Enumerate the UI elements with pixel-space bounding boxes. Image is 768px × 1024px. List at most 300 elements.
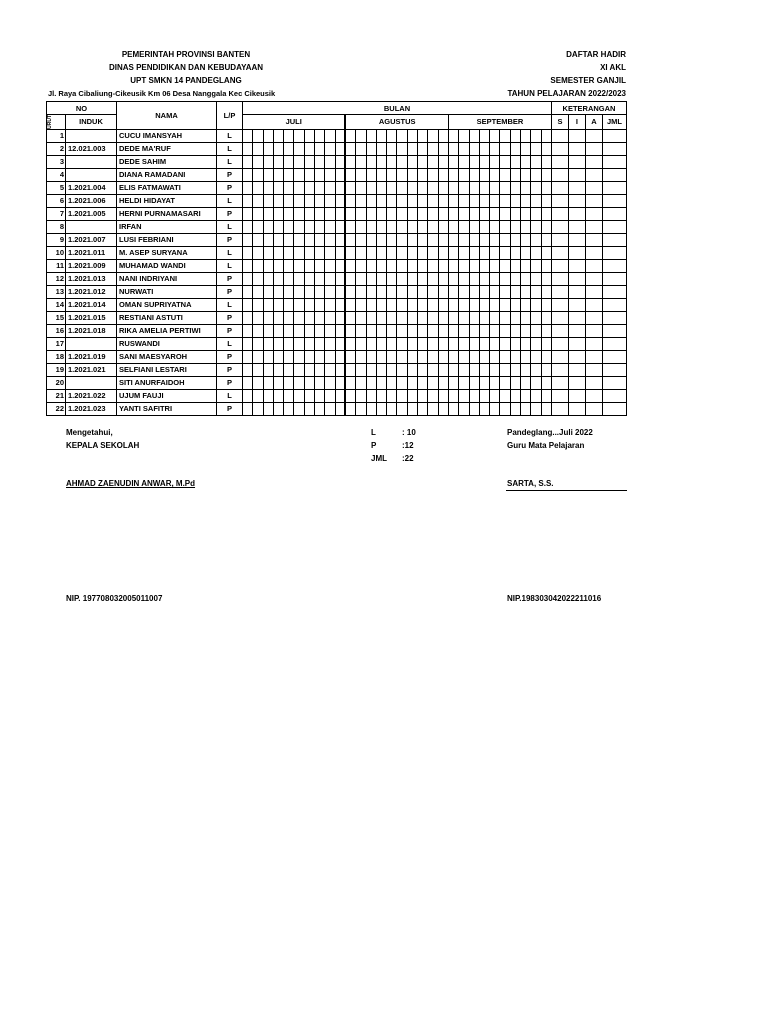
row-induk: 1.2021.007 [66,233,117,246]
attendance-cell [407,402,417,415]
attendance-cell [366,363,376,376]
ket-jml-cell [602,402,626,415]
attendance-cell [315,350,325,363]
ket-jml-cell [602,207,626,220]
attendance-cell [479,246,489,259]
attendance-cell [284,259,294,272]
attendance-cell [418,155,428,168]
row-nama: DEDE MA'RUF [117,142,217,155]
month-september: SEPTEMBER [448,115,551,130]
row-lp: P [217,285,243,298]
attendance-cell [335,233,345,246]
attendance-cell [428,181,438,194]
attendance-cell [356,285,366,298]
attendance-cell [541,207,551,220]
attendance-cell [356,129,366,142]
ket-a-cell [585,246,602,259]
attendance-cell [479,155,489,168]
row-no: 21 [47,389,66,402]
attendance-cell [469,285,479,298]
attendance-cell [469,389,479,402]
attendance-cell [448,155,458,168]
attendance-cell [397,324,407,337]
attendance-cell [273,181,283,194]
attendance-cell [387,337,397,350]
attendance-cell [397,285,407,298]
attendance-cell [387,207,397,220]
attendance-cell [428,285,438,298]
ket-jml-cell [602,337,626,350]
attendance-cell [387,155,397,168]
attendance-cell [304,350,314,363]
ket-jml-cell [602,246,626,259]
attendance-cell [510,181,520,194]
attendance-cell [438,129,448,142]
attendance-cell [315,246,325,259]
row-induk: 1.2021.022 [66,389,117,402]
col-header-nama: NAMA [117,102,217,130]
ket-jml-cell [602,129,626,142]
row-no: 4 [47,168,66,181]
attendance-cell [397,272,407,285]
attendance-cell [243,350,253,363]
attendance-cell [438,207,448,220]
row-nama: YANTI SAFITRI [117,402,217,415]
attendance-cell [490,181,500,194]
attendance-cell [531,168,541,181]
row-lp: L [217,259,243,272]
attendance-cell [253,285,263,298]
attendance-cell [469,155,479,168]
attendance-cell [376,194,386,207]
ket-a-cell [585,181,602,194]
attendance-cell [541,142,551,155]
ket-s-cell [551,376,568,389]
attendance-cell [479,324,489,337]
ket-a-cell [585,324,602,337]
attendance-cell [284,155,294,168]
attendance-cell [294,142,304,155]
count-l-value: : 10 [402,428,416,437]
attendance-cell [243,129,253,142]
attendance-cell [376,337,386,350]
attendance-cell [500,155,510,168]
attendance-cell [541,389,551,402]
attendance-cell [397,168,407,181]
attendance-cell [325,168,335,181]
attendance-cell [407,298,417,311]
attendance-cell [428,233,438,246]
attendance-cell [315,129,325,142]
attendance-cell [500,207,510,220]
row-lp: L [217,194,243,207]
attendance-cell [407,285,417,298]
attendance-cell [253,207,263,220]
attendance-cell [531,363,541,376]
attendance-cell [531,337,541,350]
attendance-cell [490,350,500,363]
attendance-cell [531,259,541,272]
attendance-cell [263,285,273,298]
col-header-bulan: BULAN [243,102,552,115]
attendance-cell [387,376,397,389]
attendance-cell [263,389,273,402]
attendance-cell [459,259,469,272]
student-row [47,207,627,220]
attendance-cell [273,207,283,220]
attendance-cell [418,142,428,155]
attendance-cell [459,194,469,207]
attendance-cell [407,376,417,389]
attendance-cell [387,298,397,311]
ket-s-cell [551,207,568,220]
attendance-cell [284,363,294,376]
student-row [47,168,627,181]
attendance-cell [325,311,335,324]
attendance-cell [531,246,541,259]
attendance-cell [253,259,263,272]
attendance-cell [490,298,500,311]
attendance-cell [397,311,407,324]
attendance-cell [263,272,273,285]
attendance-cell [304,376,314,389]
attendance-cell [469,337,479,350]
attendance-cell [500,181,510,194]
attendance-cell [510,376,520,389]
ket-i-cell [568,207,585,220]
attendance-cell [294,272,304,285]
ket-i-cell [568,363,585,376]
ket-jml-cell [602,220,626,233]
attendance-cell [325,207,335,220]
row-no: 14 [47,298,66,311]
attendance-cell [253,233,263,246]
attendance-cell [325,181,335,194]
attendance-cell [366,350,376,363]
attendance-cell [428,376,438,389]
attendance-cell [510,220,520,233]
attendance-cell [304,155,314,168]
attendance-cell [325,194,335,207]
attendance-cell [397,402,407,415]
student-row [47,272,627,285]
row-lp: P [217,207,243,220]
attendance-cell [428,259,438,272]
ket-s-cell [551,324,568,337]
row-lp: L [217,246,243,259]
attendance-cell [335,181,345,194]
ket-a-cell [585,285,602,298]
attendance-cell [273,402,283,415]
row-induk: 1.2021.023 [66,402,117,415]
attendance-cell [428,155,438,168]
row-lp: P [217,402,243,415]
attendance-cell [490,194,500,207]
ket-s-cell [551,311,568,324]
attendance-cell [356,181,366,194]
attendance-cell [510,246,520,259]
attendance-cell [407,389,417,402]
attendance-cell [243,168,253,181]
attendance-cell [531,376,541,389]
attendance-cell [294,129,304,142]
attendance-cell [273,363,283,376]
attendance-cell [459,181,469,194]
attendance-cell [438,194,448,207]
attendance-cell [387,285,397,298]
attendance-cell [366,168,376,181]
month-juli: JULI [243,115,346,130]
row-induk: 1.2021.012 [66,285,117,298]
ket-s-cell [551,363,568,376]
ket-jml-cell [602,389,626,402]
attendance-cell [263,168,273,181]
attendance-cell [407,220,417,233]
ket-a-cell [585,311,602,324]
row-nama: LUSI FEBRIANI [117,233,217,246]
attendance-cell [387,142,397,155]
attendance-cell [366,194,376,207]
ket-i-cell [568,272,585,285]
attendance-cell [407,363,417,376]
attendance-cell [407,181,417,194]
ket-a-cell [585,389,602,402]
attendance-cell [366,272,376,285]
attendance-cell [469,324,479,337]
attendance-cell [263,129,273,142]
attendance-cell [315,272,325,285]
attendance-cell [459,168,469,181]
attendance-cell [376,259,386,272]
row-no: 13 [47,285,66,298]
attendance-cell [263,402,273,415]
attendance-cell [490,246,500,259]
attendance-cell [428,350,438,363]
attendance-cell [243,207,253,220]
attendance-cell [541,324,551,337]
attendance-cell [490,168,500,181]
attendance-cell [263,220,273,233]
attendance-cell [479,207,489,220]
attendance-cell [469,181,479,194]
ket-i-cell [568,142,585,155]
ket-jml-cell [602,376,626,389]
row-lp: L [217,337,243,350]
ket-i-cell [568,233,585,246]
ket-i-cell [568,220,585,233]
attendance-cell [469,363,479,376]
attendance-cell [376,129,386,142]
attendance-cell [253,194,263,207]
row-induk [66,337,117,350]
attendance-cell [407,129,417,142]
ket-s-cell [551,298,568,311]
attendance-cell [315,207,325,220]
attendance-cell [284,246,294,259]
attendance-cell [469,246,479,259]
row-no: 5 [47,181,66,194]
attendance-cell [294,337,304,350]
attendance-cell [448,181,458,194]
attendance-cell [387,181,397,194]
ket-jml-cell [602,272,626,285]
attendance-cell [315,181,325,194]
attendance-cell [531,194,541,207]
row-lp: P [217,350,243,363]
attendance-cell [500,389,510,402]
mengetahui-label: Mengetahui, [66,428,113,437]
ket-jml-cell [602,168,626,181]
attendance-cell [387,246,397,259]
attendance-cell [407,272,417,285]
row-nama: UJUM FAUJI [117,389,217,402]
attendance-cell [243,402,253,415]
attendance-cell [294,363,304,376]
ket-s-cell [551,272,568,285]
attendance-cell [418,207,428,220]
attendance-cell [521,311,531,324]
attendance-cell [253,142,263,155]
attendance-cell [253,402,263,415]
ket-i-cell [568,194,585,207]
attendance-cell [315,376,325,389]
row-no: 17 [47,337,66,350]
attendance-cell [500,246,510,259]
attendance-cell [376,324,386,337]
attendance-cell [387,389,397,402]
row-lp: L [217,129,243,142]
attendance-cell [345,246,355,259]
attendance-cell [366,389,376,402]
attendance-cell [366,402,376,415]
attendance-cell [418,168,428,181]
row-no: 10 [47,246,66,259]
attendance-cell [479,168,489,181]
attendance-cell [428,337,438,350]
attendance-cell [345,311,355,324]
attendance-cell [356,402,366,415]
attendance-cell [304,259,314,272]
attendance-cell [376,233,386,246]
attendance-cell [304,233,314,246]
attendance-cell [448,350,458,363]
attendance-cell [325,389,335,402]
attendance-cell [428,194,438,207]
attendance-cell [345,337,355,350]
attendance-cell [448,207,458,220]
ket-i-cell [568,337,585,350]
col-header-lp: L/P [217,102,243,130]
row-nama: SANI MAESYAROH [117,350,217,363]
attendance-cell [284,389,294,402]
ket-s-cell [551,389,568,402]
attendance-cell [428,220,438,233]
attendance-cell [315,259,325,272]
attendance-cell [376,311,386,324]
row-nama: HERNI PURNAMASARI [117,207,217,220]
head-nip: NIP. 197708032005011007 [66,594,163,603]
row-no: 15 [47,311,66,324]
header-dept: DINAS PENDIDIKAN DAN KEBUDAYAAN [108,63,264,72]
attendance-cell [438,389,448,402]
attendance-cell [500,324,510,337]
ket-s-cell [551,402,568,415]
attendance-cell [438,246,448,259]
col-header-keterangan: KETERANGAN [551,102,626,115]
attendance-cell [253,350,263,363]
attendance-cell [438,324,448,337]
attendance-cell [541,311,551,324]
attendance-cell [345,129,355,142]
attendance-cell [469,168,479,181]
attendance-cell [325,285,335,298]
attendance-cell [479,285,489,298]
attendance-cell [345,272,355,285]
attendance-cell [345,220,355,233]
row-no: 11 [47,259,66,272]
attendance-cell [387,259,397,272]
attendance-cell [345,298,355,311]
attendance-cell [500,285,510,298]
attendance-cell [294,220,304,233]
attendance-cell [479,181,489,194]
attendance-cell [284,129,294,142]
teacher-nip: NIP.198303042022211016 [507,594,602,603]
attendance-cell [273,311,283,324]
attendance-cell [541,298,551,311]
attendance-cell [273,324,283,337]
attendance-cell [294,194,304,207]
attendance-cell [243,194,253,207]
attendance-cell [376,272,386,285]
guru-label: Guru Mata Pelajaran [507,441,585,450]
attendance-cell [521,181,531,194]
ket-i-cell [568,298,585,311]
attendance-cell [541,376,551,389]
ket-jml-cell [602,233,626,246]
row-lp: L [217,389,243,402]
attendance-cell [263,298,273,311]
attendance-cell [335,142,345,155]
attendance-cell [531,311,541,324]
attendance-cell [387,402,397,415]
attendance-cell [531,350,541,363]
ket-a-cell [585,402,602,415]
attendance-cell [541,402,551,415]
attendance-cell [418,402,428,415]
attendance-cell [428,311,438,324]
attendance-cell [428,207,438,220]
attendance-cell [243,181,253,194]
attendance-cell [387,272,397,285]
ket-i-cell [568,402,585,415]
attendance-cell [531,298,541,311]
attendance-cell [479,129,489,142]
attendance-cell [387,311,397,324]
student-row [47,363,627,376]
attendance-cell [500,337,510,350]
attendance-cell [428,363,438,376]
attendance-cell [397,376,407,389]
attendance-cell [418,129,428,142]
attendance-cell [356,311,366,324]
row-induk [66,129,117,142]
row-no: 22 [47,402,66,415]
attendance-cell [315,337,325,350]
attendance-cell [490,207,500,220]
attendance-cell [356,220,366,233]
attendance-cell [459,285,469,298]
